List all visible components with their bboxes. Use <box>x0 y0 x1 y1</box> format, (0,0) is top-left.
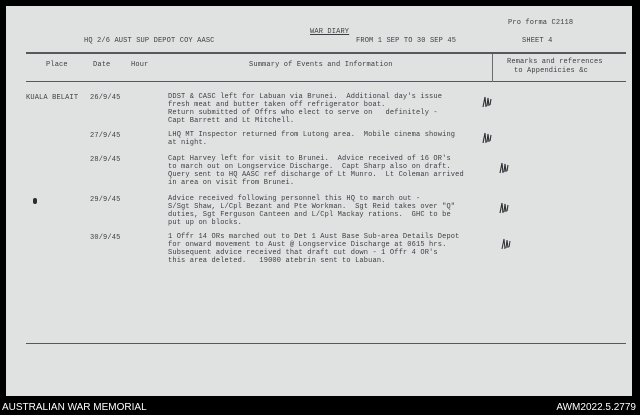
entry-text-line: for onward movement to Aust @ Longservice Discharge at 0615 hrs. <box>168 241 447 249</box>
handwritten-initials-mark <box>482 95 492 109</box>
entry-text-line: duties, Sgt Ferguson Canteen and L/Cpl Mackay rations. GHC to be <box>168 211 451 219</box>
archive-name: AUSTRALIAN WAR MEMORIAL <box>2 402 147 413</box>
entry-text-line: Query sent to HQ AASC ref discharge of Lt Munro. Lt Coleman arrived <box>168 171 464 179</box>
binding-hole-mark <box>33 198 37 204</box>
column-place: Place <box>46 61 68 69</box>
archive-reference: AWM2022.5.2779 <box>556 402 636 413</box>
war-diary-page <box>6 6 632 396</box>
entry-place: KUALA BELAIT <box>26 94 79 102</box>
handwritten-initials-mark <box>501 237 511 251</box>
form-number: Pro forma C2118 <box>508 19 574 27</box>
archive-footer <box>0 398 640 415</box>
column-hour: Hour <box>131 61 149 69</box>
column-date: Date <box>93 61 111 69</box>
header-rule-top <box>26 52 626 54</box>
entry-text-line: 1 Offr 14 ORs marched out to Det 1 Aust Base Sub-area Details Depot <box>168 233 460 241</box>
entry-text-line: DDST & CASC left for Labuan via Brunei. Additional day's issue <box>168 93 443 101</box>
entry-text-line: S/Sgt Shaw, L/Cpl Bezant and Pte Workman. Sgt Reid takes over "Q" <box>168 203 456 211</box>
entry-text-line: to march out on Longservice Discharge. Capt Sharp also on draft. <box>168 163 451 171</box>
entry-text-line: LHQ MT Inspector returned from Lutong area. Mobile cinema showing <box>168 131 456 139</box>
entry-date: 28/9/45 <box>90 156 121 164</box>
entry-text-line: Return submitted of Offrs who elect to serve on definitely - <box>168 109 438 117</box>
entry-text-line: Capt Harvey left for visit to Brunei. Advice received of 16 OR's <box>168 155 451 163</box>
unit-name: HQ 2/6 AUST SUP DEPOT COY AASC <box>84 37 215 45</box>
period: FROM 1 SEP TO 30 SEP 45 <box>356 37 457 45</box>
entry-text-line: Advice received following personnel this HQ to march out - <box>168 195 421 203</box>
handwritten-initials-mark <box>482 131 492 145</box>
entry-text-line: Subsequent advice received that draft cut down - 1 Offr 4 OR's <box>168 249 438 257</box>
entry-text-line: at night. <box>168 139 208 147</box>
entry-text-line: this area deleted. 19000 atebrin sent to Labuan. <box>168 257 386 265</box>
entry-date: 26/9/45 <box>90 94 121 102</box>
document-title: WAR DIARY <box>310 28 350 36</box>
entry-date: 30/9/45 <box>90 234 121 242</box>
handwritten-initials-mark <box>499 161 509 175</box>
column-remarks-1: Remarks and references <box>507 58 603 66</box>
entry-text-line: fresh meat and butter taken off refrigerator boat. <box>168 101 386 109</box>
remarks-column-divider <box>492 54 493 82</box>
entry-date: 27/9/45 <box>90 132 121 140</box>
entry-text-line: put up on blocks. <box>168 219 242 227</box>
column-summary: Summary of Events and Information <box>249 61 393 69</box>
entry-text-line: in area on visit from Brunei. <box>168 179 295 187</box>
entry-text-line: Capt Barrett and Lt Mitchell. <box>168 117 295 125</box>
handwritten-initials-mark <box>499 201 509 215</box>
page-bottom-rule <box>26 343 626 344</box>
column-remarks-2: to Appendicies &c <box>514 67 588 75</box>
sheet-number: SHEET 4 <box>522 37 553 45</box>
entry-date: 29/9/45 <box>90 196 121 204</box>
header-rule-bottom <box>26 81 626 82</box>
